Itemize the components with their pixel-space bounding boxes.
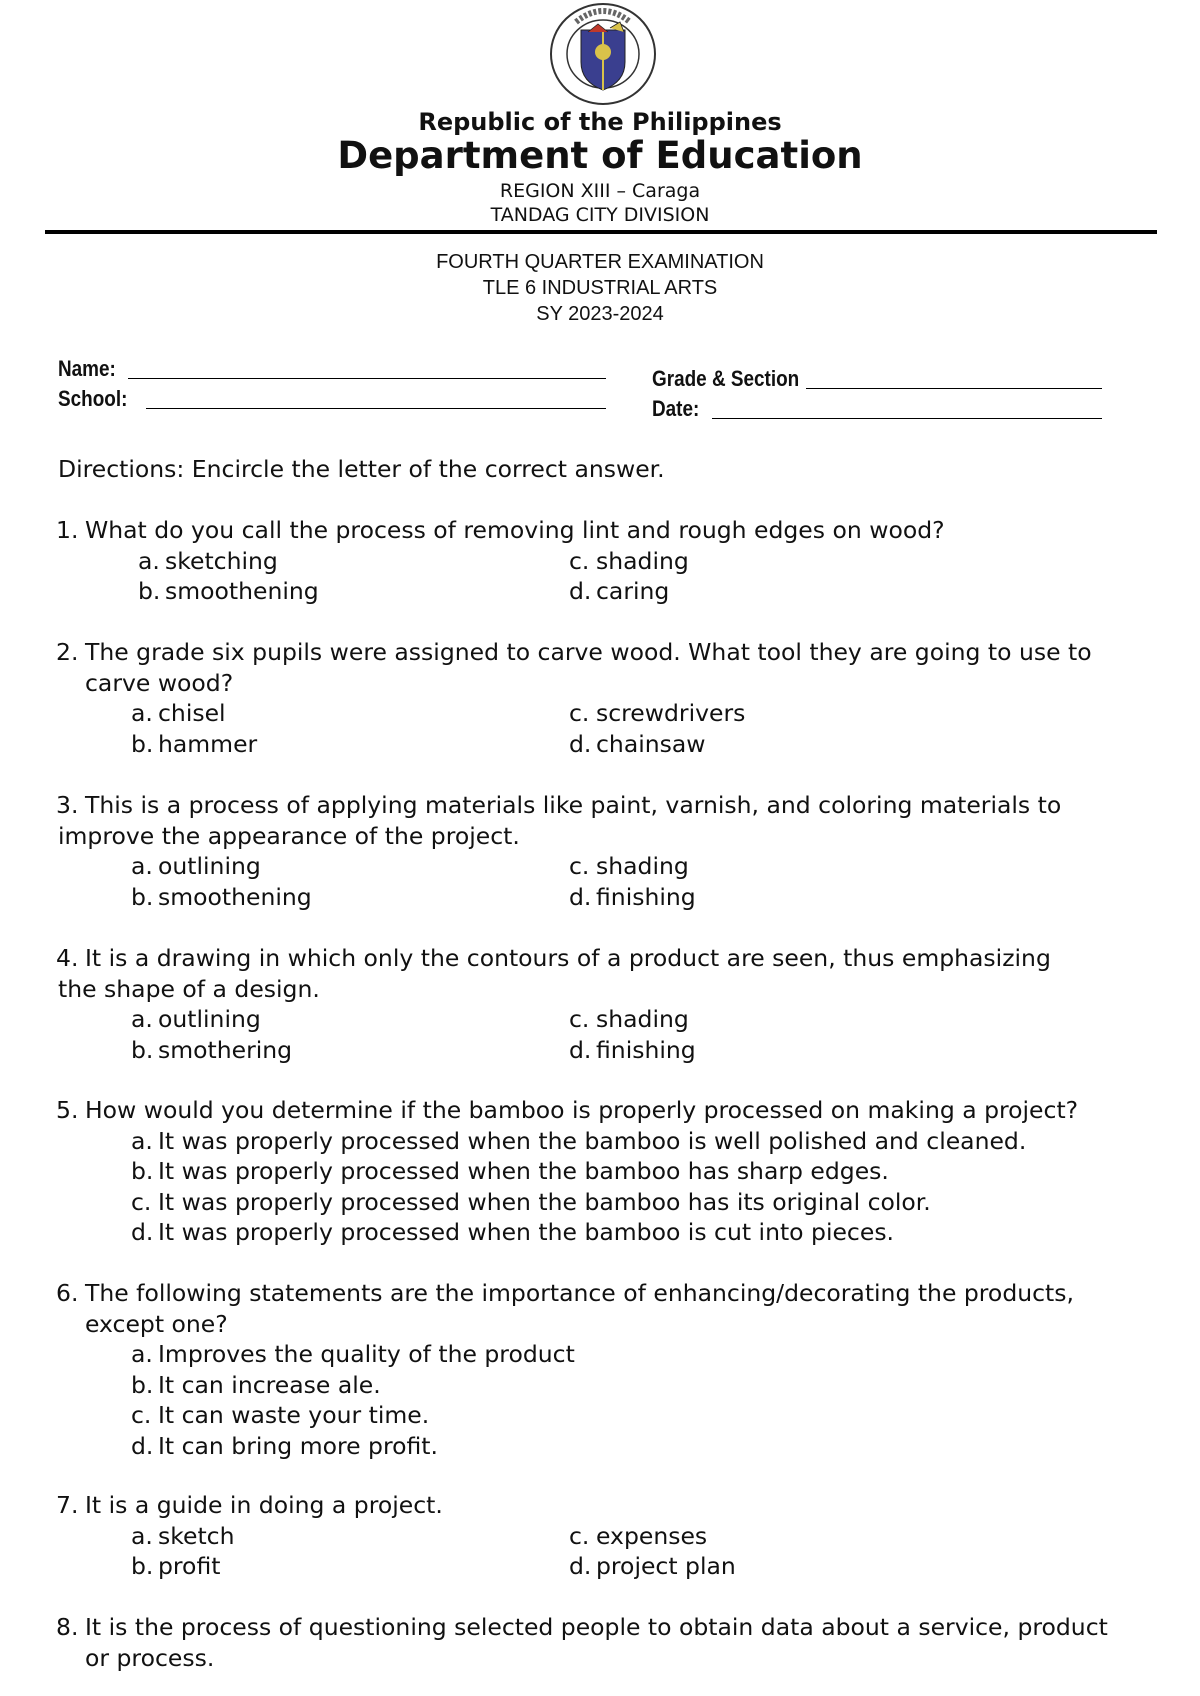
choice-text: It can increase ale. xyxy=(158,1370,381,1399)
choice-text: smoothening xyxy=(165,577,319,605)
region-text: REGION XIII – Caraga xyxy=(499,180,701,202)
choice-text: chisel xyxy=(158,699,226,727)
choice-letter: d. xyxy=(569,1552,592,1580)
choice-letter: a. xyxy=(131,699,153,727)
exam-school-year: SY 2023-2024 xyxy=(536,303,664,325)
choice-text: expenses xyxy=(596,1521,708,1550)
choice-text: finishing xyxy=(596,882,696,911)
choice-letter: b. xyxy=(131,729,154,758)
choice-letter: c. xyxy=(569,852,590,880)
choice-letter: c. xyxy=(569,546,590,575)
question-text: improve the appearance of the project. xyxy=(58,821,520,850)
choice-letter: c. xyxy=(131,1187,152,1216)
name-field[interactable] xyxy=(128,378,606,379)
choice-text: It was properly processed when the bamboo is well polished and cleaned. xyxy=(158,1126,1027,1155)
choice-letter: a. xyxy=(138,546,160,575)
grade-section-field[interactable] xyxy=(806,388,1102,389)
choice-letter: d. xyxy=(569,577,592,605)
choice-letter: c. xyxy=(569,1521,590,1550)
question-text: This is a process of applying materials like paint, varnish, and coloring materials to xyxy=(85,791,1062,819)
choice-text: shading xyxy=(596,546,689,575)
choice-letter: d. xyxy=(569,882,592,911)
choice-text: sketch xyxy=(158,1521,235,1550)
question-text: the shape of a design. xyxy=(58,974,320,1003)
question-text: except one? xyxy=(85,1309,228,1338)
choice-letter: a. xyxy=(131,852,153,880)
choice-text: project plan xyxy=(596,1552,736,1580)
choice-letter: d. xyxy=(131,1218,154,1246)
choice-letter: d. xyxy=(131,1431,154,1460)
choice-text: shading xyxy=(596,1005,689,1033)
question-number: 1. xyxy=(56,516,79,544)
choice-letter: b. xyxy=(131,1157,154,1185)
date-label: Date: xyxy=(652,396,700,421)
choice-letter: c. xyxy=(569,1005,590,1033)
choice-text: It was properly processed when the bamboo is cut into pieces. xyxy=(158,1218,895,1246)
choice-letter: b. xyxy=(138,577,161,605)
choice-letter: b. xyxy=(131,1552,154,1580)
choice-letter: a. xyxy=(131,1126,153,1155)
question-number: 6. xyxy=(56,1279,79,1307)
choice-letter: b. xyxy=(131,1035,154,1064)
question-number: 3. xyxy=(56,791,79,819)
choice-letter: d. xyxy=(569,729,592,758)
question-text: The grade six pupils were assigned to carve wood. What tool they are going to use to xyxy=(85,638,1092,666)
directions-text: Directions: Encircle the letter of the correct answer. xyxy=(58,455,665,483)
department-heading: Department of Education xyxy=(337,134,863,177)
question-text: It is the process of questioning selected people to obtain data about a service, product xyxy=(85,1613,1108,1641)
choice-text: profit xyxy=(158,1552,221,1580)
question-number: 7. xyxy=(56,1491,79,1519)
question-number: 5. xyxy=(56,1096,79,1124)
date-field[interactable] xyxy=(712,418,1102,419)
school-field[interactable] xyxy=(146,408,606,409)
choice-text: screwdrivers xyxy=(596,699,746,727)
grade-section-label: Grade & Section xyxy=(652,366,800,391)
exam-title: FOURTH QUARTER EXAMINATION xyxy=(436,251,764,273)
choice-text: hammer xyxy=(158,729,258,758)
name-label: Name: xyxy=(58,356,116,381)
choice-letter: a. xyxy=(131,1340,153,1368)
school-label: School: xyxy=(58,386,128,411)
choice-text: smoothening xyxy=(158,882,312,911)
choice-text: outlining xyxy=(158,852,261,880)
choice-text: shading xyxy=(596,852,689,880)
choice-text: sketching xyxy=(165,546,278,575)
exam-subject: TLE 6 INDUSTRIAL ARTS xyxy=(482,277,718,299)
choice-letter: c. xyxy=(131,1401,152,1429)
question-number: 8. xyxy=(56,1613,79,1641)
choice-letter: b. xyxy=(131,882,154,911)
choice-text: chainsaw xyxy=(596,729,706,758)
division-text: TANDAG CITY DIVISION xyxy=(490,204,710,226)
question-number: 4. xyxy=(56,944,79,972)
question-text: How would you determine if the bamboo is properly processed on making a project? xyxy=(85,1096,1079,1124)
question-text: It is a guide in doing a project. xyxy=(85,1491,443,1519)
republic-heading: Republic of the Philippines xyxy=(418,108,782,136)
question-text: What do you call the process of removing lint and rough edges on wood? xyxy=(85,516,945,544)
question-text: carve wood? xyxy=(85,668,234,697)
choice-letter: c. xyxy=(569,699,590,727)
choice-text: smothering xyxy=(158,1035,293,1064)
choice-letter: a. xyxy=(131,1005,153,1033)
choice-text: It can bring more profit. xyxy=(158,1431,438,1460)
choice-letter: b. xyxy=(131,1370,154,1399)
choice-letter: a. xyxy=(131,1521,153,1550)
deped-seal-icon xyxy=(548,2,658,106)
choice-text: Improves the quality of the product xyxy=(158,1340,575,1368)
choice-text: outlining xyxy=(158,1005,261,1033)
choice-letter: d. xyxy=(569,1035,592,1064)
choice-text: It was properly processed when the bamboo has its original color. xyxy=(158,1187,931,1216)
choice-text: caring xyxy=(596,577,670,605)
question-text: It is a drawing in which only the contours of a product are seen, thus emphasizing xyxy=(85,944,1051,972)
choice-text: finishing xyxy=(596,1035,696,1064)
header-divider xyxy=(45,230,1157,234)
question-text: The following statements are the importance of enhancing/decorating the products, xyxy=(85,1279,1074,1307)
choice-text: It can waste your time. xyxy=(158,1401,430,1429)
question-text: or process. xyxy=(85,1643,215,1672)
choice-text: It was properly processed when the bamboo has sharp edges. xyxy=(158,1157,889,1185)
question-number: 2. xyxy=(56,638,79,666)
